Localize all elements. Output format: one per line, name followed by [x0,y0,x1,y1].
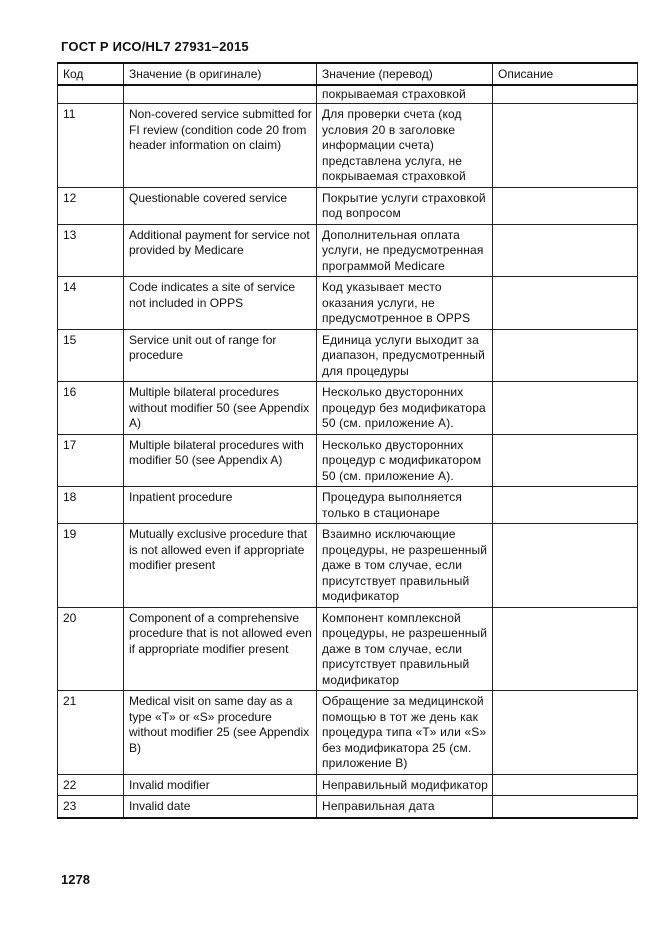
cell-original: Invalid date [124,796,317,818]
cell-translation: Неправильный модификатор [317,774,493,796]
page-number: 1278 [61,872,90,887]
cell-code: 16 [58,382,124,435]
table-row [58,774,638,796]
cell-original: Service unit out of range for procedure [124,329,317,382]
cell-original: Mutually exclusive procedure that is not allowed even if appropriate modifier present [124,524,317,608]
header-description: Описание [493,63,638,85]
table-row [58,329,638,382]
cell-translation: Компонент комплексной процедуры, не разрешенный даже в том случае, если присутствует правильный модификатор [317,607,493,691]
table-row [58,187,638,224]
cell-original: Additional payment for service not provided by Medicare [124,224,317,277]
table-row [58,691,638,775]
cell-description [493,382,638,435]
cell-translation: Код указывает место оказания услуги, не предусмотренное в OPPS [317,277,493,330]
cell-original: Questionable covered service [124,187,317,224]
cell-description [493,277,638,330]
cell-description [493,607,638,691]
cell-description [493,796,638,818]
table-row [58,382,638,435]
cell-original: Inpatient procedure [124,487,317,524]
header-original: Значение (в оригинале) [124,63,317,85]
cell-translation: Покрытие услуги страховкой под вопросом [317,187,493,224]
cell-description [493,434,638,487]
cell-description [493,85,638,104]
cell-translation: Процедура выполняется только в стационаре [317,487,493,524]
cell-code: 15 [58,329,124,382]
table-row [58,277,638,330]
cell-translation: покрываемая страховкой [317,85,493,104]
cell-code: 20 [58,607,124,691]
header-code: Код [58,63,124,85]
cell-translation: Дополнительная оплата услуги, не предусмотренная программой Medicare [317,224,493,277]
cell-original: Multiple bilateral procedures without modifier 50 (see Appendix A) [124,382,317,435]
cell-code: 22 [58,774,124,796]
table-row [58,434,638,487]
cell-description [493,187,638,224]
cell-original: Code indicates a site of service not included in OPPS [124,277,317,330]
cell-description [493,224,638,277]
cell-original [124,85,317,104]
cell-original: Medical visit on same day as a type «T» or «S» procedure without modifier 25 (see Appendix B) [124,691,317,775]
cell-code: 19 [58,524,124,608]
cell-original: Multiple bilateral procedures with modifier 50 (see Appendix A) [124,434,317,487]
cell-translation: Для проверки счета (код условия 20 в заголовке информации счета) представлена услуга, не покрываемая страховкой [317,104,493,188]
table-row [58,796,638,818]
cell-code: 12 [58,187,124,224]
cell-original: Component of a comprehensive procedure that is not allowed even if appropriate modifier present [124,607,317,691]
table-row [58,524,638,608]
cell-original: Non-covered service submitted for FI review (condition code 20 from header information on claim) [124,104,317,188]
cell-translation: Несколько двусторонних процедур без модификатора 50 (см. приложение А). [317,382,493,435]
cell-translation: Единица услуги выходит за диапазон, предусмотренный для процедуры [317,329,493,382]
continuation-row [58,85,638,104]
cell-translation: Неправильная дата [317,796,493,818]
cell-code: 13 [58,224,124,277]
codes-table [57,62,638,819]
table-row [58,607,638,691]
cell-original: Invalid modifier [124,774,317,796]
cell-code: 23 [58,796,124,818]
cell-description [493,487,638,524]
cell-translation: Несколько двусторонних процедур с модификатором 50 (см. приложение А). [317,434,493,487]
document-title: ГОСТ Р ИСО/HL7 27931–2015 [61,39,249,54]
table-row [58,224,638,277]
cell-translation: Обращение за медицинской помощью в тот же день как процедура типа «T» или «S» без модификатора 25 (см. приложение B) [317,691,493,775]
cell-code: 18 [58,487,124,524]
cell-description [493,329,638,382]
cell-description [493,691,638,775]
cell-description [493,774,638,796]
table-header-row [58,63,638,85]
cell-description [493,524,638,608]
table-row [58,104,638,188]
cell-code: 21 [58,691,124,775]
cell-code: 17 [58,434,124,487]
cell-code [58,85,124,104]
header-translation: Значение (перевод) [317,63,493,85]
cell-translation: Взаимно исключающие процедуры, не разрешенный даже в том случае, если присутствует правильный модификатор [317,524,493,608]
cell-description [493,104,638,188]
table-row [58,487,638,524]
cell-code: 14 [58,277,124,330]
cell-code: 11 [58,104,124,188]
